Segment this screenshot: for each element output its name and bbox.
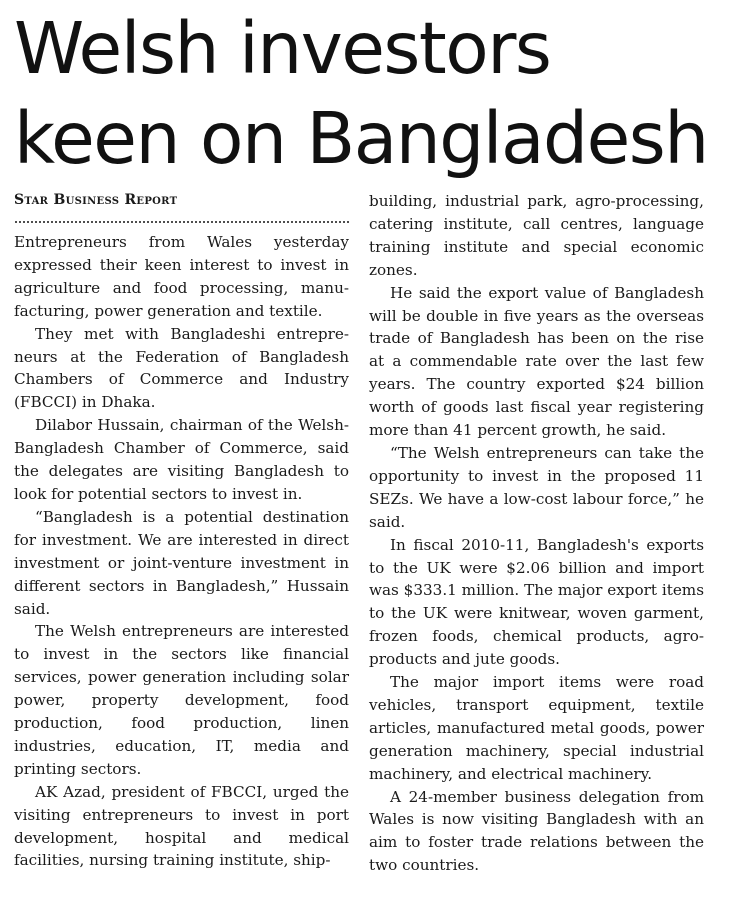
- paragraph: Entrepreneurs from Wales yesterday expressed their keen interest to invest in agriculture and food processing, manufacturing, power generation and textile.: [14, 233, 349, 320]
- paragraph: In fiscal 2010-11, Bangladesh's exports to the UK were $2.06 billion and import was $333.1 million. The major export items to the UK were knitwear, woven garment, frozen foods, chemical products, agro-products and jute goods.: [369, 535, 704, 669]
- paragraph: The major import items were road vehicles, transport equipment, textile articles, manufactured metal goods, power generation machinery, special industrial machinery, and electrical machinery.: [369, 673, 704, 783]
- article-column-right: [369, 190, 704, 877]
- paragraph: A 24-member business delegation from Wales is now visiting Bangladesh with an aim to foster trade relations between the two countries.: [369, 787, 704, 875]
- paragraph: “The Welsh entrepreneurs can take the opportunity to invest in the proposed 11 SEZs. We have a low-cost labour force,” he said.: [369, 443, 704, 531]
- paragraph: The Welsh entrepreneurs are interested to invest in the sectors like financial services, power generation including solar power, property development, food production, food production, linen industries, education, IT, media and printing sectors.: [14, 622, 349, 778]
- paragraph: They met with Bangladeshi entrepreneurs at the Federation of Bangladesh Chambers of Commerce and Industry (FBCCI) in Dhaka.: [14, 324, 349, 412]
- dotted-divider: [14, 219, 349, 225]
- paragraph: He said the export value of Bangladesh will be double in five years as the overseas trade of Bangladesh has been on the rise at a commendable rate over the last few years. The country exported $24 billion worth of goods last fiscal year registering more than 41 percent growth, he said.: [369, 283, 704, 440]
- paragraph: AK Azad, president of FBCCI, urged the visiting entrepreneurs to invest in port development, hospital and medical facilities, nursing training institute, ship-: [14, 782, 349, 870]
- article-column-left: [14, 190, 349, 872]
- paragraph: “Bangladesh is a potential destination for investment. We are interested in direct investment or joint-venture investment in different sectors in Bangladesh,” Hussain said.: [14, 507, 349, 618]
- paragraph: building, industrial park, agro-processing, catering institute, call centres, language training institute and special economic zones.: [369, 192, 704, 279]
- headline: Welsh investors keen on Bangladesh: [14, 7, 708, 180]
- byline: Star Business Report: [14, 192, 178, 208]
- paragraph: Dilabor Hussain, chairman of the Welsh-Bangladesh Chamber of Commerce, said the delegates are visiting Bangladesh to look for potential sectors to invest in.: [14, 416, 349, 503]
